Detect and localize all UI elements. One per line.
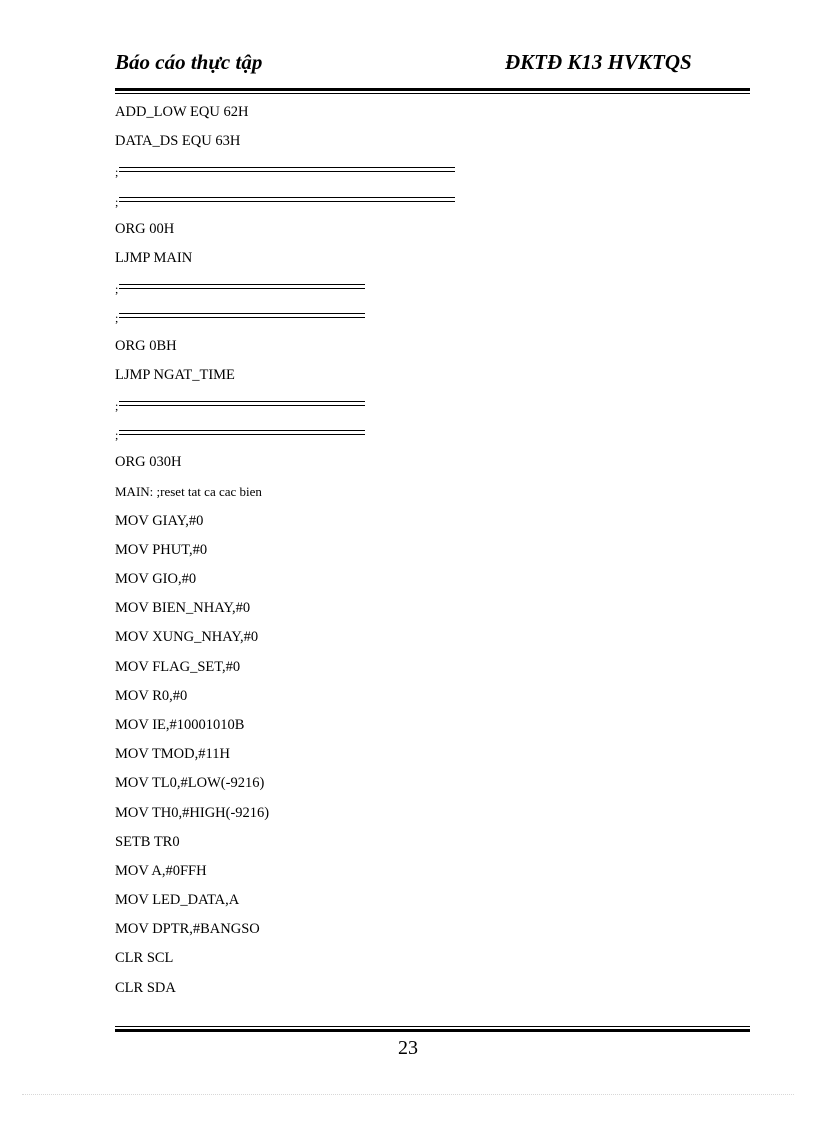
- comment-separator: [115, 186, 745, 215]
- page-number: 23: [398, 1037, 418, 1059]
- code-line: ADD_LOW EQU 62H: [115, 104, 249, 120]
- code-line: CLR SDA: [115, 979, 176, 996]
- footer-rule-thin: [115, 1026, 750, 1027]
- code-line: MOV R0,#0: [115, 687, 188, 704]
- code-line: MOV PHUT,#0: [115, 541, 208, 558]
- code-line: ORG 0BH: [115, 337, 177, 354]
- page-bottom-border: [22, 1094, 794, 1095]
- code-line: DATA_DS EQU 63H: [115, 133, 241, 150]
- comment-separator: [115, 302, 745, 331]
- code-line: MOV TH0,#HIGH(-9216): [115, 804, 270, 821]
- code-line: MOV LED_DATA,A: [115, 892, 240, 909]
- code-line: MAIN: ;reset tat ca cac bien: [115, 484, 262, 500]
- footer-rule-thick: [115, 1029, 750, 1032]
- code-line: MOV A,#0FFH: [115, 862, 207, 879]
- comment-separator: [115, 419, 745, 448]
- code-line: MOV TMOD,#11H: [115, 746, 230, 763]
- code-line: MOV TL0,#LOW(-9216): [115, 775, 265, 792]
- separator-semicolon: ;: [115, 194, 119, 209]
- code-line: MOV FLAG_SET,#0: [115, 658, 241, 675]
- code-line: MOV IE,#10001010B: [115, 716, 245, 733]
- code-line: MOV GIO,#0: [115, 571, 197, 587]
- separator-semicolon: ;: [115, 282, 119, 297]
- separator-semicolon: ;: [115, 311, 119, 326]
- code-line: ORG 00H: [115, 220, 175, 237]
- code-line: MOV DPTR,#BANGSO: [115, 921, 260, 938]
- page-header: [115, 50, 750, 84]
- separator-double-rule: [119, 401, 365, 406]
- code-line: MOV XUNG_NHAY,#0: [115, 629, 259, 646]
- separator-semicolon: ;: [115, 428, 119, 443]
- code-listing: [115, 98, 745, 1003]
- header-rule-thick: [115, 88, 750, 91]
- separator-semicolon: ;: [115, 165, 119, 180]
- comment-separator: [115, 390, 745, 419]
- code-line: LJMP NGAT_TIME: [115, 366, 235, 383]
- separator-double-rule: [119, 313, 365, 318]
- comment-separator: [115, 273, 745, 302]
- separator-double-rule: [119, 430, 365, 435]
- comment-separator: [115, 156, 745, 185]
- separator-double-rule: [119, 284, 365, 289]
- header-rule-thin: [115, 93, 750, 94]
- code-line: MOV GIAY,#0: [115, 512, 204, 529]
- header-class-label: ĐKTĐ K13 HVKTQS: [505, 50, 692, 74]
- header-report-title: Báo cáo thực tập: [115, 50, 263, 74]
- separator-semicolon: ;: [115, 398, 119, 413]
- code-line: LJMP MAIN: [115, 249, 193, 266]
- separator-double-rule: [119, 167, 455, 172]
- code-line: ORG 030H: [115, 454, 182, 471]
- code-line: CLR SCL: [115, 950, 174, 967]
- code-line: MOV BIEN_NHAY,#0: [115, 600, 251, 617]
- separator-double-rule: [119, 197, 455, 202]
- code-line: SETB TR0: [115, 833, 180, 850]
